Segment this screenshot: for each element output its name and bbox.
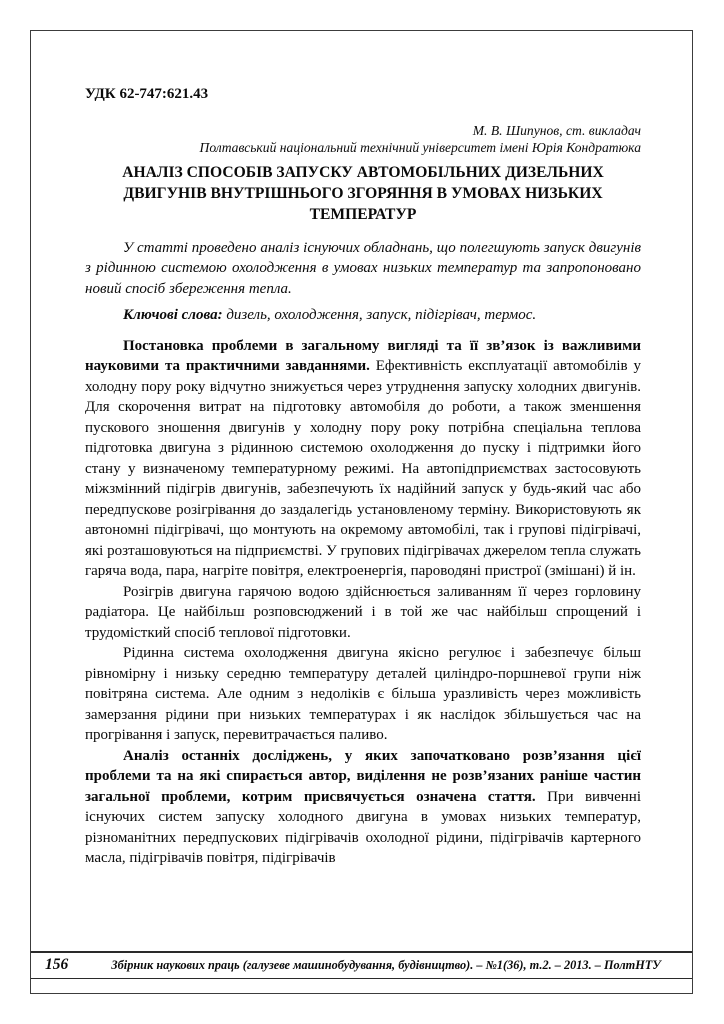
page-number: 156 [45, 956, 69, 973]
body-paragraph-4 [85, 746, 641, 869]
abstract-paragraph: У статті проведено аналіз існуючих обладнань, що полегшують запуск двигунів з рідинною системою охолодження в умовах низьких температур та запропоновано новий спосіб збереження тепла. [85, 239, 641, 297]
byline-block [85, 122, 641, 156]
udc-code: УДК 62-747:621.43 [85, 86, 209, 102]
paragraph-text: Ефективність експлуатації автомобілів у холодну пору року відчутно знижується через утруднення запуску холодних двигунів. Для скорочення витрат на підготовку автомобіля до роботи, а також зменшення пускового зношення двигунів у холодну пору року потрібна спеціальна теплова підготовка двигуна з рідинною системою охолодження до пуску і підтримки його стану у визначеному температурному режимі. На автопідприємствах застосовують міжзмінний підігрів двигунів, забезпечують їх надійний запуск у будь-який час або передпускове розігрівання до заздалегідь установленому терміну. Використовують як автономні підігрівачі, що монтують на окремому автомобілі, так і групові підігрівачі, які розташовуються на підприємстві. У групових підігрівачах джерелом тепла служать гаряча вода, пара, нагріте повітря, електроенергія, пароводяні пристрої (змішані) й ін. [85, 358, 641, 579]
journal-footer-text: Збірник наукових праць (галузеве машинобудування, будівництво). – №1(36), т.2. – 2013. – ПолтНТУ [111, 958, 661, 972]
keywords-line [85, 305, 641, 326]
body-paragraph-3 [85, 643, 641, 746]
paragraph-text: При вивченні існуючих систем запуску холодного двигуна в умовах низьких температур, різноманітних передпускових підігрівачів охолодної рідини, підігрівачів картерного масла, підігрівачів повітря, підігрівачів [85, 788, 641, 866]
keywords-text: дизель, охолодження, запуск, підігрівач, термос. [222, 307, 537, 323]
keywords-label: Ключові слова: [123, 307, 223, 323]
paragraph-text: Розігрів двигуна гарячою водою здійснюється заливанням її через горловину радіатора. Це найбільш розповсюджений і в той же час найбільш спрощений і трудомісткий спосіб теплової підготовки. [85, 583, 641, 641]
body-paragraph-2 [85, 582, 641, 644]
body-paragraph-1 [85, 336, 641, 582]
page-footer [31, 951, 692, 979]
paragraph-lead: Постановка проблеми в загальному вигляді та її зв’язок із важливими науковими та практичними завданнями. [85, 337, 641, 374]
page-content [85, 84, 641, 944]
paragraph-lead: Аналіз останніх досліджень, у яких започатковано розв’язання цієї проблеми та на які спирається автор, виділення не розв’язаних раніше частин загальної проблеми, котрим присвячується означена стаття. [85, 747, 641, 805]
affiliation-line: Полтавський національний технічний університет імені Юрія Кондратюка [199, 139, 641, 155]
article-title: АНАЛІЗ СПОСОБІВ ЗАПУСКУ АВТОМОБІЛЬНИХ ДИЗЕЛЬНИХ ДВИГУНІВ ВНУТРІШНЬОГО ЗГОРЯННЯ В УМОВАХ НИЗЬКИХ ТЕМПЕРАТУР [122, 163, 604, 223]
paragraph-text: Рідинна система охолодження двигуна якісно регулює і забезпечує більш рівномірну і низьку середню температуру деталей циліндро-поршневої групи ніж повітряна система. Але одним з недоліків є більша уразливість через можливість замерзання рідини при низьких температурах і як наслідок збільшується час на прогрівання і запуск, перевитрачається паливо. [85, 645, 641, 743]
author-line: М. В. Шипунов, ст. викладач [472, 122, 641, 138]
